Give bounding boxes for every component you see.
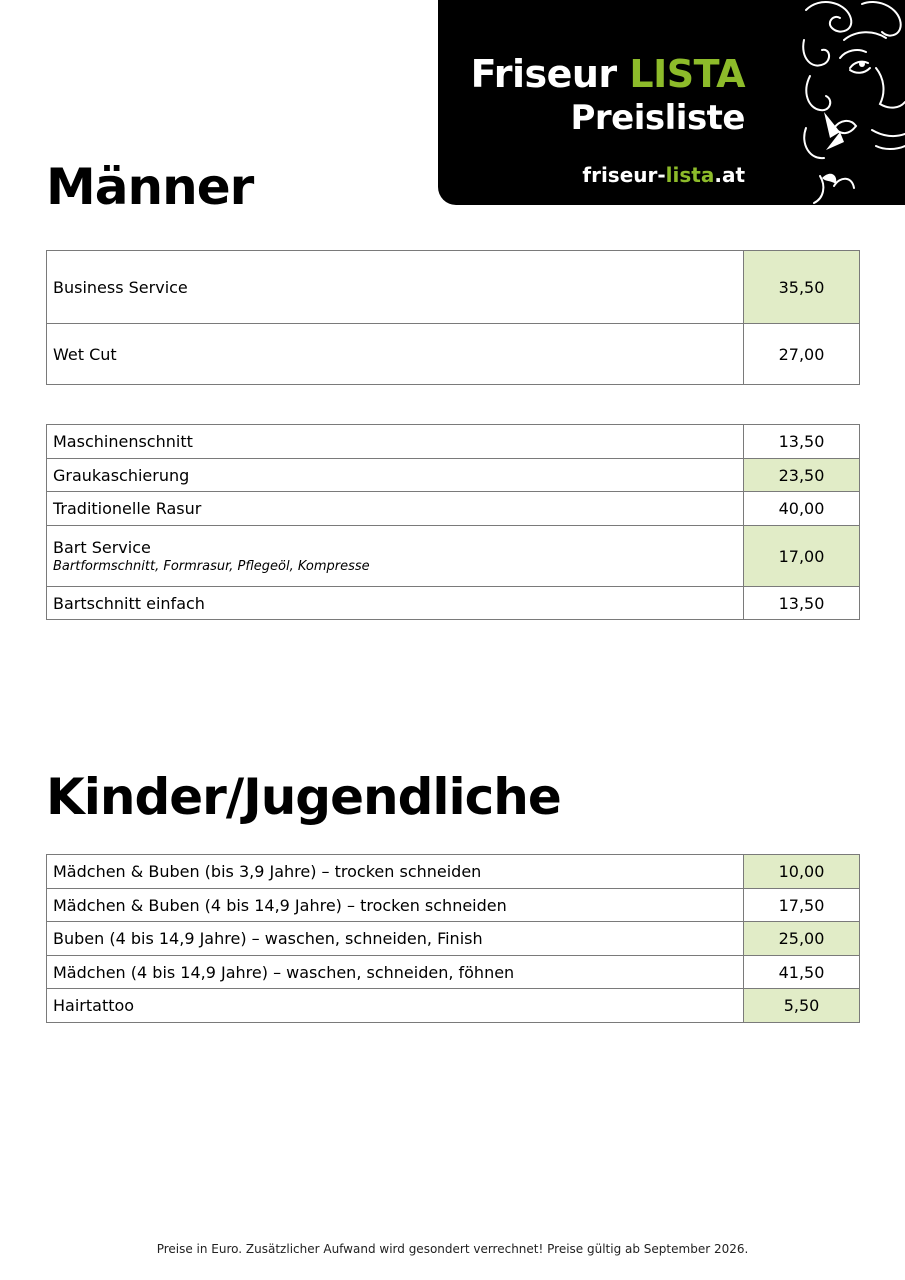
url-part-2: lista (665, 163, 715, 187)
service-price: 35,50 (744, 251, 860, 324)
service-name: Mädchen (4 bis 14,9 Jahre) – waschen, schneiden, föhnen (47, 956, 744, 989)
service-name: Bart Service (53, 538, 151, 557)
service-price: 27,00 (744, 324, 860, 385)
service-name: Bartschnitt einfach (47, 587, 744, 620)
service-name: Traditionelle Rasur (47, 492, 744, 526)
service-name: Hairtattoo (47, 989, 744, 1023)
service-name: Business Service (47, 251, 744, 324)
table-row (47, 855, 860, 889)
service-price: 13,50 (744, 587, 860, 620)
table-row (47, 956, 860, 989)
table-row (47, 922, 860, 956)
section-title-kinder: Kinder/Jugendliche (46, 768, 561, 826)
section-title-maenner: Männer (46, 158, 254, 216)
service-name: Maschinenschnitt (47, 425, 744, 459)
price-table-maenner-main (46, 250, 860, 385)
service-name: Mädchen & Buben (bis 3,9 Jahre) – trocken schneiden (47, 855, 744, 889)
service-price: 25,00 (744, 922, 860, 956)
service-price: 40,00 (744, 492, 860, 526)
table-row (47, 251, 860, 324)
service-price: 17,00 (744, 526, 860, 587)
table-row (47, 425, 860, 459)
website-url[interactable] (582, 163, 745, 187)
service-price: 17,50 (744, 889, 860, 922)
service-name: Buben (4 bis 14,9 Jahre) – waschen, schneiden, Finish (47, 922, 744, 956)
table-row (47, 459, 860, 492)
brand-name: LISTA (629, 52, 745, 96)
table-row (47, 587, 860, 620)
brand-subtitle: Preisliste (570, 98, 745, 138)
service-price: 13,50 (744, 425, 860, 459)
service-name: Wet Cut (47, 324, 744, 385)
footer-note: Preise in Euro. Zusätzlicher Aufwand wird gesondert verrechnet! Preise gültig ab September 2026. (156, 1242, 749, 1256)
woman-face-illustration-icon (800, 0, 905, 205)
service-price: 5,50 (744, 989, 860, 1023)
table-row (47, 492, 860, 526)
service-name: Mädchen & Buben (4 bis 14,9 Jahre) – trocken schneiden (47, 889, 744, 922)
url-part-3: .at (714, 163, 745, 187)
brand-header (438, 0, 905, 205)
table-row (47, 989, 860, 1023)
service-price: 10,00 (744, 855, 860, 889)
table-row (47, 526, 860, 587)
service-price: 41,50 (744, 956, 860, 989)
url-part-1: friseur- (582, 163, 666, 187)
service-name: Graukaschierung (47, 459, 744, 492)
price-table-maenner-extras (46, 424, 860, 620)
table-row (47, 324, 860, 385)
brand-word: Friseur (470, 52, 617, 96)
service-detail: Bartformschnitt, Formrasur, Pflegeöl, Kompresse (53, 559, 370, 574)
table-row (47, 889, 860, 922)
service-price: 23,50 (744, 459, 860, 492)
brand-title (471, 52, 745, 96)
service-cell (47, 526, 744, 587)
price-table-kinder (46, 854, 860, 1023)
